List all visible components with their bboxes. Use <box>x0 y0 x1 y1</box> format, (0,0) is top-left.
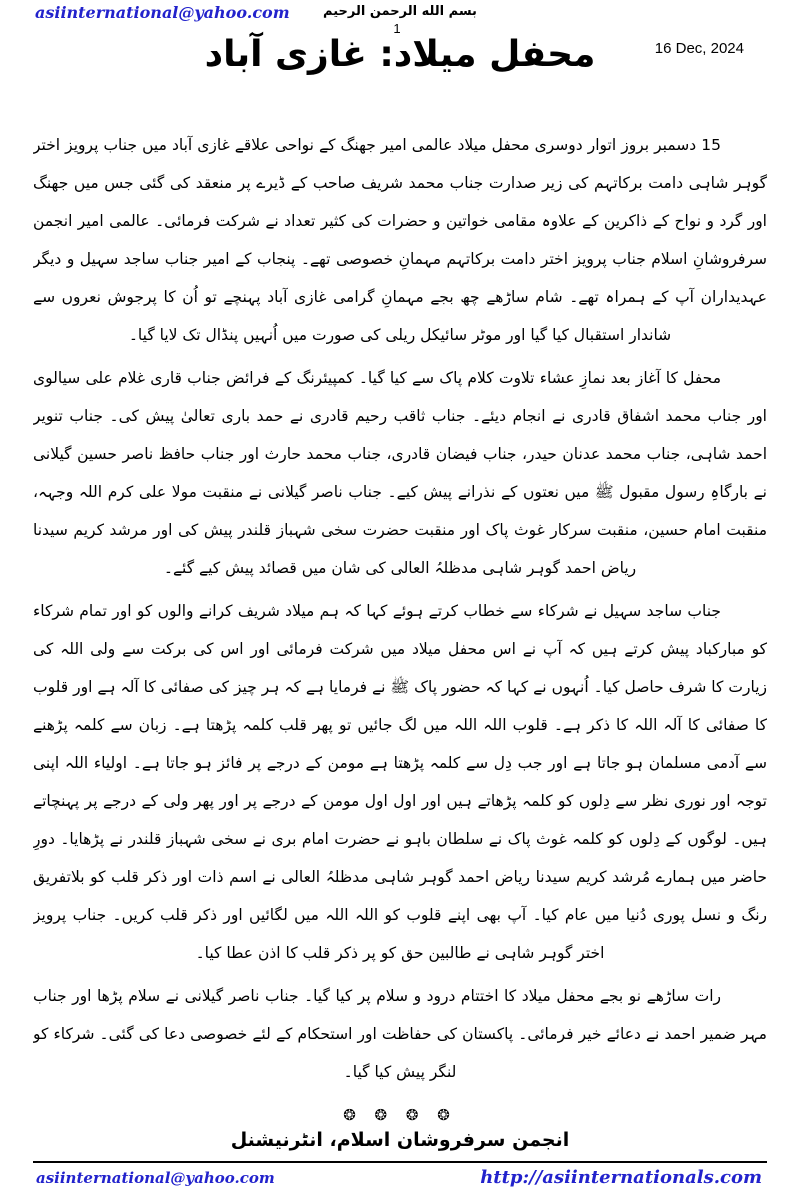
document-footer <box>0 1106 800 1188</box>
paragraph-closing: رات ساڑھے نو بجے محفل میلاد کا اختتام درود و سلام پر کیا گیا۔ جناب ناصر گیلانی نے سلام پڑھا اور جناب مہر ضمیر احمد نے دعائے خیر فرمائی۔ پاکستان کی حفاظت اور استحکام کے لئے خصوصی دعا کی گئی۔ شرکاء کو لنگر پیش کیا گیا۔ <box>33 987 767 1081</box>
paragraph-address: جناب ساجد سہیل نے شرکاء سے خطاب کرتے ہوئے کہا کہ ہم میلاد شریف کرانے والوں کو اور تمام شرکاء کو مبارکباد پیش کرتے ہیں کہ آپ نے اس محفل میلاد میں شرکت فرمائی اور اس کی برکت سے ولی اللہ کی زیارت کا شرف حاصل کیا۔ اُنہوں نے کہا کہ حضور پاک ﷺ نے فرمایا ہے کہ ہر چیز کی صفائی کا آلہ ہے اور قلوب کا صفائی کا آلہ اللہ کا ذکر ہے۔ قلوب اللہ اللہ میں لگ جائیں تو پھر قلب کلمہ پڑھتا ہے۔ زبان سے کلمہ پڑھنے سے آدمی مسلمان ہو جاتا ہے اور جب دِل سے کلمہ پڑھتا ہے مومن کے درجے پر فائز ہو جاتا ہے۔ اولیاء اللہ اپنی توجہ اور نوری نظر سے دِلوں کو کلمہ پڑھاتے ہیں اور اول اول مومن کے درجے پر اور پھر ولی کے درجے پر پہنچاتے ہیں۔ لوگوں کے دِلوں کو کلمہ غوث پاک نے سلطان باہو نے حضرت امام بری نے سخی شہباز قلندر نے پڑھایا۔ دورِ حاضر میں ہمارے مُرشد کریم سیدنا ریاض احمد گوہر شاہی مدظلہُ العالی نے اسم ذات اور ذکر قلب کو بلاتفریق رنگ و نسل پوری دُنیا میں عام کیا۔ آپ بھی اپنے قلوب کو اللہ اللہ میں لگائیں اور ذکر قلب کریں۔ جناب پرویز اختر گوہر شاہی نے طالبین حق کو پر ذکر قلب کا اذن عطا کیا۔ <box>33 602 767 962</box>
page-title: محفل میلاد: غازی آباد <box>204 34 596 75</box>
footer-email-link[interactable]: asiinternational@yahoo.com <box>36 1169 275 1187</box>
bismillah-text: بسم الله الرحمن الرحيم <box>323 4 477 19</box>
paragraph-program-start: محفل کا آغاز بعد نمازِ عشاء تلاوت کلام پاک سے کیا گیا۔ کمپیئرنگ کے فرائض جناب قاری غلام علی سیالوی اور جناب محمد اشفاق قادری نے انجام دیئے۔ جناب ثاقب رحیم قادری نے حمد باری تعالیٰ پیش کی۔ جناب تنویر احمد شاہی، جناب محمد عدنان حیدر، جناب فیضان قادری، جناب محمد حارث اور جناب حافظ ناصر حسین گیلانی نے بارگاہِ رسول مقبول ﷺ میں نعتوں کے نذرانے پیش کیے۔ جناب ناصر گیلانی نے منقبت مولا علی کرم اللہ وجہہ، منقبت امام حسین، منقبت سرکار غوث پاک اور منقبت حضرت سخی شہباز قلندر پیش کی اور مرشد کریم سیدنا ریاض احمد گوہر شاہی مدظلہُ العالی کی شان میں قصائد پیش کیے گئے۔ <box>33 369 767 577</box>
date-label: 16 Dec, 2024 <box>654 40 744 57</box>
page-number: 1 <box>393 21 401 36</box>
footer-links-row <box>0 1167 800 1188</box>
document-header <box>0 0 800 126</box>
ornament-icons: ❂ ❂ ❂ ❂ <box>343 1106 457 1124</box>
article-body <box>33 126 767 1088</box>
footer-website-link[interactable]: http://asiinternationals.com <box>480 1167 762 1188</box>
footer-divider <box>33 1161 767 1163</box>
organization-name: انجمن سرفروشان اسلام، انٹرنیشنل <box>230 1129 570 1151</box>
header-email-link[interactable]: asiinternational@yahoo.com <box>35 3 290 22</box>
paragraph-event-intro: 15 دسمبر بروز اتوار دوسری محفل میلاد عالمی امیر جھنگ کے نواحی علاقے غازی آباد میں جناب پرویز اختر گوہر شاہی دامت برکاتہم کی زیر صدارت جناب محمد شریف صاحب کے ڈیرے پر منعقد کی گئی جس میں جھنگ اور گرد و نواح کے ذاکرین کے علاوہ مقامی خواتین و حضرات کی کثیر تعداد نے شرکت فرمائی۔ عالمی امیر انجمن سرفروشانِ اسلام جناب پرویز اختر دامت برکاتہم مہمانِ خصوصی تھے۔ پنجاب کے امیر جناب ساجد سہیل و دیگر عہدیداران آپ کے ہمراہ تھے۔ شام ساڑھے چھ بجے مہمانِ گرامی غازی آباد پہنچے تو اُن کا پرجوش نعروں سے شاندار استقبال کیا گیا اور موٹر سائیکل ریلی کی صورت میں اُنہیں پنڈال تک لایا گیا۔ <box>33 136 767 344</box>
